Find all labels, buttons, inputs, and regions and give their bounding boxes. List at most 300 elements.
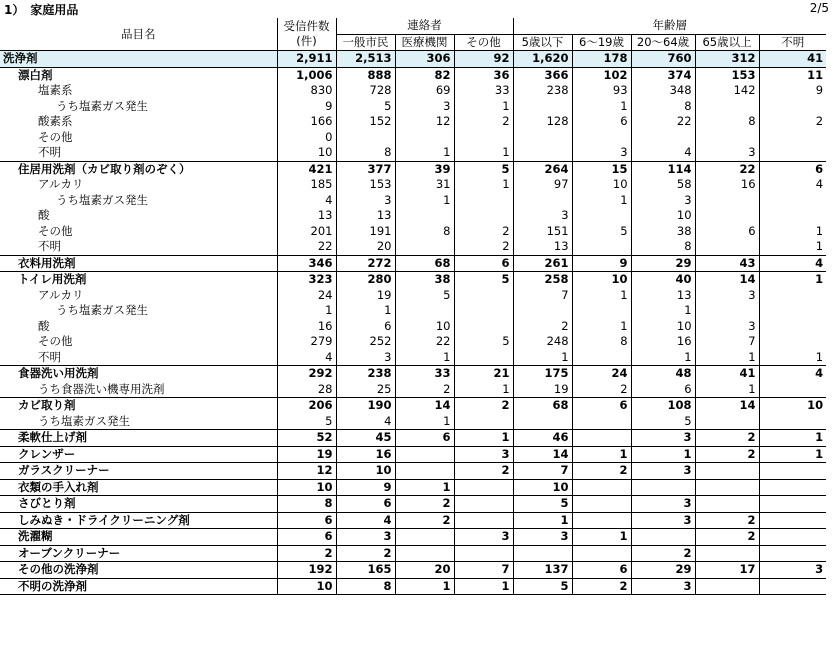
row-value: 13 [631,288,695,304]
row-value: 2 [695,446,759,463]
row-value: 3 [336,529,395,546]
row-value: 3 [631,496,695,513]
row-value: 312 [695,51,759,68]
row-value: 38 [395,272,454,288]
row-item-name: 不明 [38,349,61,364]
row-value [454,545,513,562]
row-value: 8 [336,145,395,161]
row-value [572,430,631,447]
row-value: 201 [277,224,336,240]
table-row [0,145,826,161]
row-value: 9 [572,255,631,272]
row-item-name: 洗浄剤 [0,51,277,68]
row-value: 17 [695,562,759,579]
row-value: 1 [454,177,513,193]
row-value: 41 [759,51,826,68]
row-value [454,512,513,529]
table-body [0,51,826,595]
row-value: 1 [395,145,454,161]
row-item-name: うち塩素ガス発生 [38,413,130,428]
row-value [454,208,513,224]
row-item-name: 酸 [38,208,50,223]
row-value: 137 [513,562,572,579]
row-item-name: その他 [38,223,73,238]
row-item-name: その他の洗浄剤 [0,562,277,579]
row-value: 22 [631,114,695,130]
row-value: 102 [572,67,631,83]
row-value [759,334,826,350]
row-value: 6 [277,529,336,546]
row-value [759,479,826,496]
row-value: 1 [631,350,695,366]
row-value: 3 [572,145,631,161]
table-row [0,562,826,579]
row-value: 39 [395,161,454,177]
row-value: 20 [336,239,395,255]
row-value [572,239,631,255]
row-value: 1 [759,239,826,255]
row-value [395,529,454,546]
table-row [0,255,826,272]
row-value: 19 [336,288,395,304]
row-value: 16 [631,334,695,350]
row-value [395,446,454,463]
row-value [572,130,631,146]
row-value: 1 [631,446,695,463]
row-value: 22 [277,239,336,255]
row-value: 1 [395,350,454,366]
row-value: 40 [631,272,695,288]
row-value: 142 [695,83,759,99]
row-value: 14 [695,398,759,414]
row-item-name: オーブンクリーナー [0,545,277,562]
row-value: 252 [336,334,395,350]
row-value: 3 [759,562,826,579]
table-row [0,99,826,115]
row-value: 10 [277,578,336,595]
row-value: 13 [513,239,572,255]
table-row [0,578,826,595]
table-row [0,193,826,209]
row-value: 2 [759,114,826,130]
row-value: 2 [572,382,631,398]
row-value: 3 [631,512,695,529]
row-value: 292 [277,366,336,382]
row-value [695,479,759,496]
table-row [0,430,826,447]
header-age-6-19: 6～19歳 [572,34,631,51]
header-contact-group: 連絡者 [336,18,513,34]
row-value [695,463,759,480]
row-value: 6 [336,496,395,513]
row-value: 4 [759,366,826,382]
row-value: 6 [454,255,513,272]
row-value: 1 [572,99,631,115]
table-row [0,67,826,83]
row-value: 29 [631,562,695,579]
row-value: 3 [695,319,759,335]
row-value [395,545,454,562]
row-value [513,193,572,209]
row-item-name: 漂白剤 [0,67,277,83]
row-value: 2,513 [336,51,395,68]
row-value: 348 [631,83,695,99]
row-value: 1 [759,224,826,240]
row-value: 5 [277,414,336,430]
table-row [0,114,826,130]
row-value: 151 [513,224,572,240]
row-value: 1 [759,446,826,463]
section-title: 1） 家庭用品 [4,3,79,17]
row-value: 2 [695,430,759,447]
row-value: 1 [572,288,631,304]
row-item-name: さびとり剤 [0,496,277,513]
row-value: 1 [572,446,631,463]
row-value [395,303,454,319]
row-value: 3 [336,350,395,366]
row-value: 7 [454,562,513,579]
row-value: 1 [631,303,695,319]
row-value: 1,620 [513,51,572,68]
row-value: 10 [631,208,695,224]
row-value: 366 [513,67,572,83]
row-value: 68 [395,255,454,272]
row-value: 346 [277,255,336,272]
row-value: 1 [336,303,395,319]
row-value: 14 [695,272,759,288]
row-value: 1 [695,350,759,366]
row-value: 2 [395,496,454,513]
row-value: 9 [759,83,826,99]
row-value: 52 [277,430,336,447]
row-value: 3 [631,578,695,595]
row-value [759,578,826,595]
row-value: 1 [395,578,454,595]
row-value [454,130,513,146]
row-value [759,303,826,319]
header-age-unknown: 不明 [759,34,826,51]
row-value: 258 [513,272,572,288]
row-item-name: うち塩素ガス発生 [56,303,148,318]
table-row [0,382,826,398]
table-row [0,319,826,335]
row-value: 3 [454,446,513,463]
row-item-name: 塩素系 [38,83,73,98]
row-value: 760 [631,51,695,68]
row-value: 6 [572,114,631,130]
header-contact-other: その他 [454,34,513,51]
row-item-name: クレンザー [0,446,277,463]
row-value [454,479,513,496]
table-row [0,398,826,414]
row-value: 10 [513,479,572,496]
row-value: 272 [336,255,395,272]
row-value: 5 [513,496,572,513]
row-item-name: 衣料用洗剤 [0,255,277,272]
row-value: 21 [454,366,513,382]
row-value: 24 [572,366,631,382]
table-row [0,288,826,304]
row-value: 5 [513,578,572,595]
row-value: 1 [513,350,572,366]
row-value [759,529,826,546]
row-value: 48 [631,366,695,382]
row-value: 2 [513,319,572,335]
row-value: 1 [395,414,454,430]
row-value: 16 [336,446,395,463]
row-item-name: 食器洗い用洗剤 [0,366,277,382]
row-value: 3 [395,99,454,115]
row-value: 10 [277,479,336,496]
row-value: 264 [513,161,572,177]
row-value: 38 [631,224,695,240]
page-number: 2/5 [809,1,829,15]
row-value: 10 [277,145,336,161]
row-item-name: 柔軟仕上げ剤 [0,430,277,447]
row-value: 374 [631,67,695,83]
row-value [454,303,513,319]
row-value: 2 [572,463,631,480]
row-value [454,496,513,513]
row-value: 13 [277,208,336,224]
row-item-name: 不明 [38,145,61,160]
row-value [695,578,759,595]
row-value: 323 [277,272,336,288]
table-row [0,414,826,430]
header-contact-public: 一般市民 [336,34,395,51]
row-value: 1 [513,512,572,529]
row-value: 0 [277,130,336,146]
row-value: 1 [454,382,513,398]
table-row [0,130,826,146]
row-value: 238 [336,366,395,382]
row-item-name: アルカリ [38,177,84,192]
header-age-20-64: 20～64歳 [631,34,695,51]
row-value [759,382,826,398]
row-value: 4 [759,177,826,193]
row-value: 830 [277,83,336,99]
row-value: 6 [572,562,631,579]
row-value: 4 [336,512,395,529]
row-value: 5 [454,334,513,350]
row-value: 45 [336,430,395,447]
row-value [454,193,513,209]
row-value [759,496,826,513]
row-value [759,193,826,209]
header-age-group: 年齢層 [513,18,826,34]
row-value: 3 [513,529,572,546]
row-value: 165 [336,562,395,579]
row-value: 2 [454,224,513,240]
table-row [0,463,826,480]
row-value: 22 [695,161,759,177]
row-value: 5 [336,99,395,115]
row-value: 16 [695,177,759,193]
row-item-name: その他 [38,129,73,144]
row-value: 4 [759,255,826,272]
table-row [0,161,826,177]
row-value: 152 [336,114,395,130]
row-value: 25 [336,382,395,398]
row-value: 69 [395,83,454,99]
row-value: 2 [454,114,513,130]
row-value: 1 [395,193,454,209]
row-value: 68 [513,398,572,414]
row-value: 14 [395,398,454,414]
table-row [0,366,826,382]
row-value [513,545,572,562]
row-item-name: 酸 [38,318,50,333]
row-value: 8 [277,496,336,513]
row-value: 6 [631,382,695,398]
row-value: 4 [631,145,695,161]
row-value [395,239,454,255]
header-count: 受信件数 (件) [277,18,336,51]
row-value: 1 [454,99,513,115]
row-value [695,193,759,209]
table-row [0,303,826,319]
row-value: 1 [572,193,631,209]
row-value [572,512,631,529]
row-value: 14 [513,446,572,463]
row-value: 5 [454,272,513,288]
row-value [695,130,759,146]
header-contact-medical: 医療機関 [395,34,454,51]
row-value: 1 [695,382,759,398]
row-value [454,288,513,304]
row-value: 3 [695,145,759,161]
row-value [631,479,695,496]
row-value: 3 [631,463,695,480]
row-value: 6 [572,398,631,414]
row-value [695,239,759,255]
row-value: 5 [572,224,631,240]
row-value: 22 [395,334,454,350]
row-value: 421 [277,161,336,177]
row-item-name: 洗濯糊 [0,529,277,546]
row-value: 153 [695,67,759,83]
row-value: 24 [277,288,336,304]
row-value: 10 [572,177,631,193]
row-value [513,414,572,430]
row-value: 43 [695,255,759,272]
row-value: 16 [277,319,336,335]
row-item-name: 不明の洗浄剤 [0,578,277,595]
row-value: 28 [277,382,336,398]
row-value: 33 [395,366,454,382]
row-value [395,208,454,224]
row-value: 1 [395,479,454,496]
row-value: 2 [395,512,454,529]
row-value: 8 [631,99,695,115]
row-item-name: うち塩素ガス発生 [56,192,148,207]
row-value: 41 [695,366,759,382]
row-value: 108 [631,398,695,414]
row-value [336,130,395,146]
row-value [395,130,454,146]
row-item-name: その他 [38,334,73,349]
row-value: 206 [277,398,336,414]
row-value: 1 [454,578,513,595]
row-value: 888 [336,67,395,83]
row-value [759,414,826,430]
row-value: 5 [395,288,454,304]
row-value: 175 [513,366,572,382]
row-value: 2 [695,512,759,529]
row-value: 33 [454,83,513,99]
row-value: 178 [572,51,631,68]
row-value: 9 [336,479,395,496]
row-value: 7 [513,288,572,304]
table-row [0,529,826,546]
row-value: 6 [759,161,826,177]
row-value: 2 [395,382,454,398]
row-value [513,130,572,146]
row-value: 8 [631,239,695,255]
table-row [0,208,826,224]
row-item-name: アルカリ [38,287,84,302]
row-value: 5 [631,414,695,430]
row-value [454,350,513,366]
row-value: 6 [695,224,759,240]
row-value: 8 [572,334,631,350]
row-value: 11 [759,67,826,83]
row-value: 1 [572,319,631,335]
row-value [513,99,572,115]
row-value [695,545,759,562]
row-value: 728 [336,83,395,99]
row-value [572,303,631,319]
row-value: 1 [277,303,336,319]
row-value: 2,911 [277,51,336,68]
row-value: 191 [336,224,395,240]
row-value: 1 [759,272,826,288]
row-value: 2 [631,545,695,562]
row-value: 248 [513,334,572,350]
row-value: 31 [395,177,454,193]
row-value: 6 [336,319,395,335]
row-value: 3 [513,208,572,224]
title-bar [0,0,837,18]
row-value: 166 [277,114,336,130]
row-value: 6 [277,512,336,529]
row-value: 128 [513,114,572,130]
row-value: 2 [454,398,513,414]
row-value [695,208,759,224]
row-value: 36 [454,67,513,83]
table-row [0,224,826,240]
row-item-name: うち食器洗い機専用洗剤 [38,381,165,396]
row-value: 8 [695,114,759,130]
row-value [395,463,454,480]
row-value: 2 [454,239,513,255]
row-value: 20 [395,562,454,579]
table-row [0,83,826,99]
row-value [759,288,826,304]
table-row [0,177,826,193]
row-value [759,319,826,335]
table-row [0,239,826,255]
row-value: 19 [513,382,572,398]
header-item-name: 品目名 [121,26,156,41]
row-value: 92 [454,51,513,68]
row-value: 10 [572,272,631,288]
row-value: 12 [277,463,336,480]
row-value: 4 [336,414,395,430]
row-value: 29 [631,255,695,272]
row-value: 58 [631,177,695,193]
table-row [0,479,826,496]
